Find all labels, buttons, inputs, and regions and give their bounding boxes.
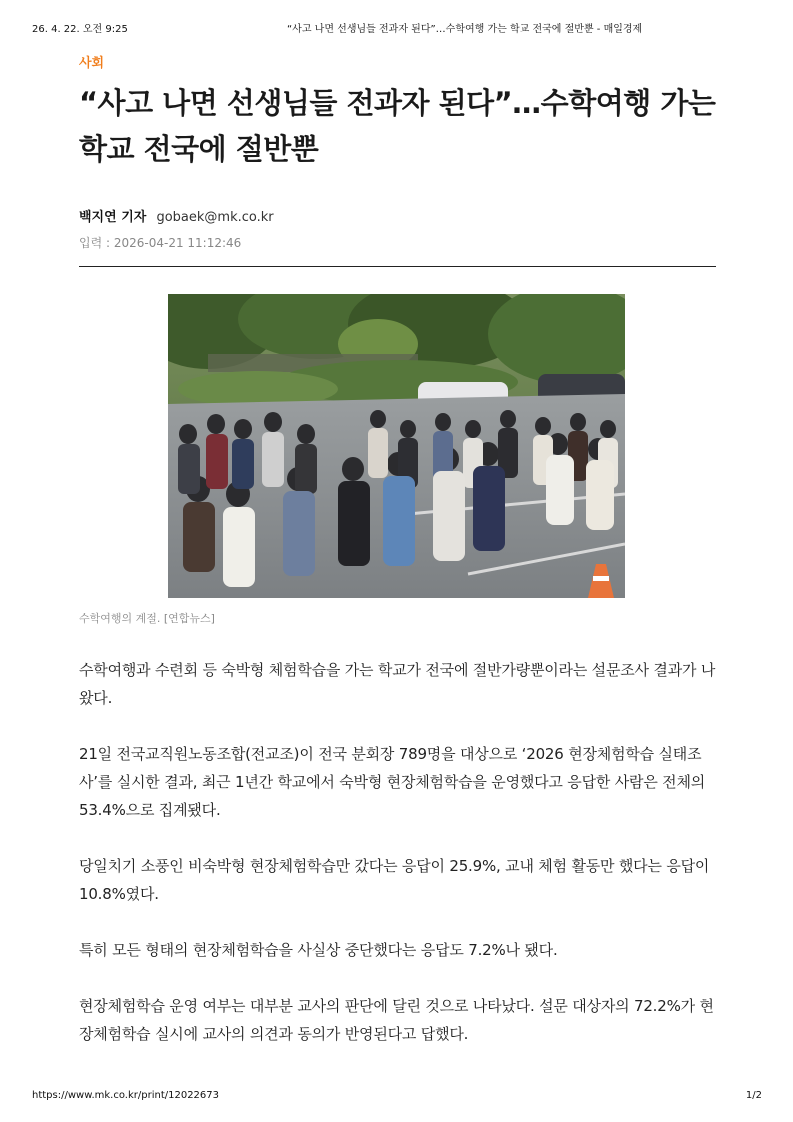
article-body bbox=[79, 656, 716, 1048]
published-date: 입력 : 2026-04-21 11:12:46 bbox=[79, 236, 242, 250]
paragraph: 수학여행과 수련회 등 숙박형 체험학습을 가는 학교가 전국에 절반가량뿐이라는 설문조사 결과가 나왔다. bbox=[79, 661, 716, 707]
print-header bbox=[32, 20, 762, 36]
print-url[interactable]: https://www.mk.co.kr/print/12022673 bbox=[32, 1090, 220, 1101]
paragraph: 현장체험학습 운영 여부는 대부분 교사의 판단에 달린 것으로 나타났다. 설문 대상자의 72.2%가 현장체험학습 실시에 교사의 의견과 동의가 반영된다고 답했다. bbox=[79, 997, 714, 1043]
print-date: 26. 4. 22. 오전 9:25 bbox=[32, 24, 128, 35]
byline bbox=[79, 206, 716, 224]
article bbox=[79, 52, 716, 1076]
paragraph: 21일 전국교직원노동조합(전교조)이 전국 분회장 789명을 대상으로 ‘2026 현장체험학습 실태조사’를 실시한 결과, 최근 1년간 학교에서 숙박형 현장체험학습을 운영했다고 응답한 사람은 전체의 53.4%으로 집계됐다. bbox=[79, 745, 706, 819]
print-footer bbox=[32, 1090, 762, 1106]
article-headline: “사고 나면 선생님들 전과자 된다”…수학여행 가는 학교 전국에 절반뿐 bbox=[79, 86, 716, 166]
paragraph: 특히 모든 형태의 현장체험학습을 사실상 중단했다는 응답도 7.2%나 됐다. bbox=[79, 941, 558, 959]
students-crowd-photo bbox=[168, 294, 625, 598]
header-divider bbox=[79, 266, 716, 267]
author-email[interactable]: gobaek@mk.co.kr bbox=[156, 210, 274, 225]
article-photo bbox=[168, 294, 625, 598]
author-name[interactable]: 백지연 기자 bbox=[79, 210, 147, 225]
photo-caption: 수학여행의 계절. [연합뉴스] bbox=[79, 612, 215, 625]
article-category[interactable]: 사회 bbox=[79, 56, 105, 71]
paragraph: 당일치기 소풍인 비숙박형 현장체험학습만 갔다는 응답이 25.9%, 교내 체험 활동만 했다는 응답이 10.8%였다. bbox=[79, 857, 710, 903]
print-document-title: “사고 나면 선생님들 전과자 된다”…수학여행 가는 학교 전국에 절반뿐 - 매일경제 bbox=[287, 24, 643, 35]
page-number: 1/2 bbox=[745, 1090, 762, 1101]
